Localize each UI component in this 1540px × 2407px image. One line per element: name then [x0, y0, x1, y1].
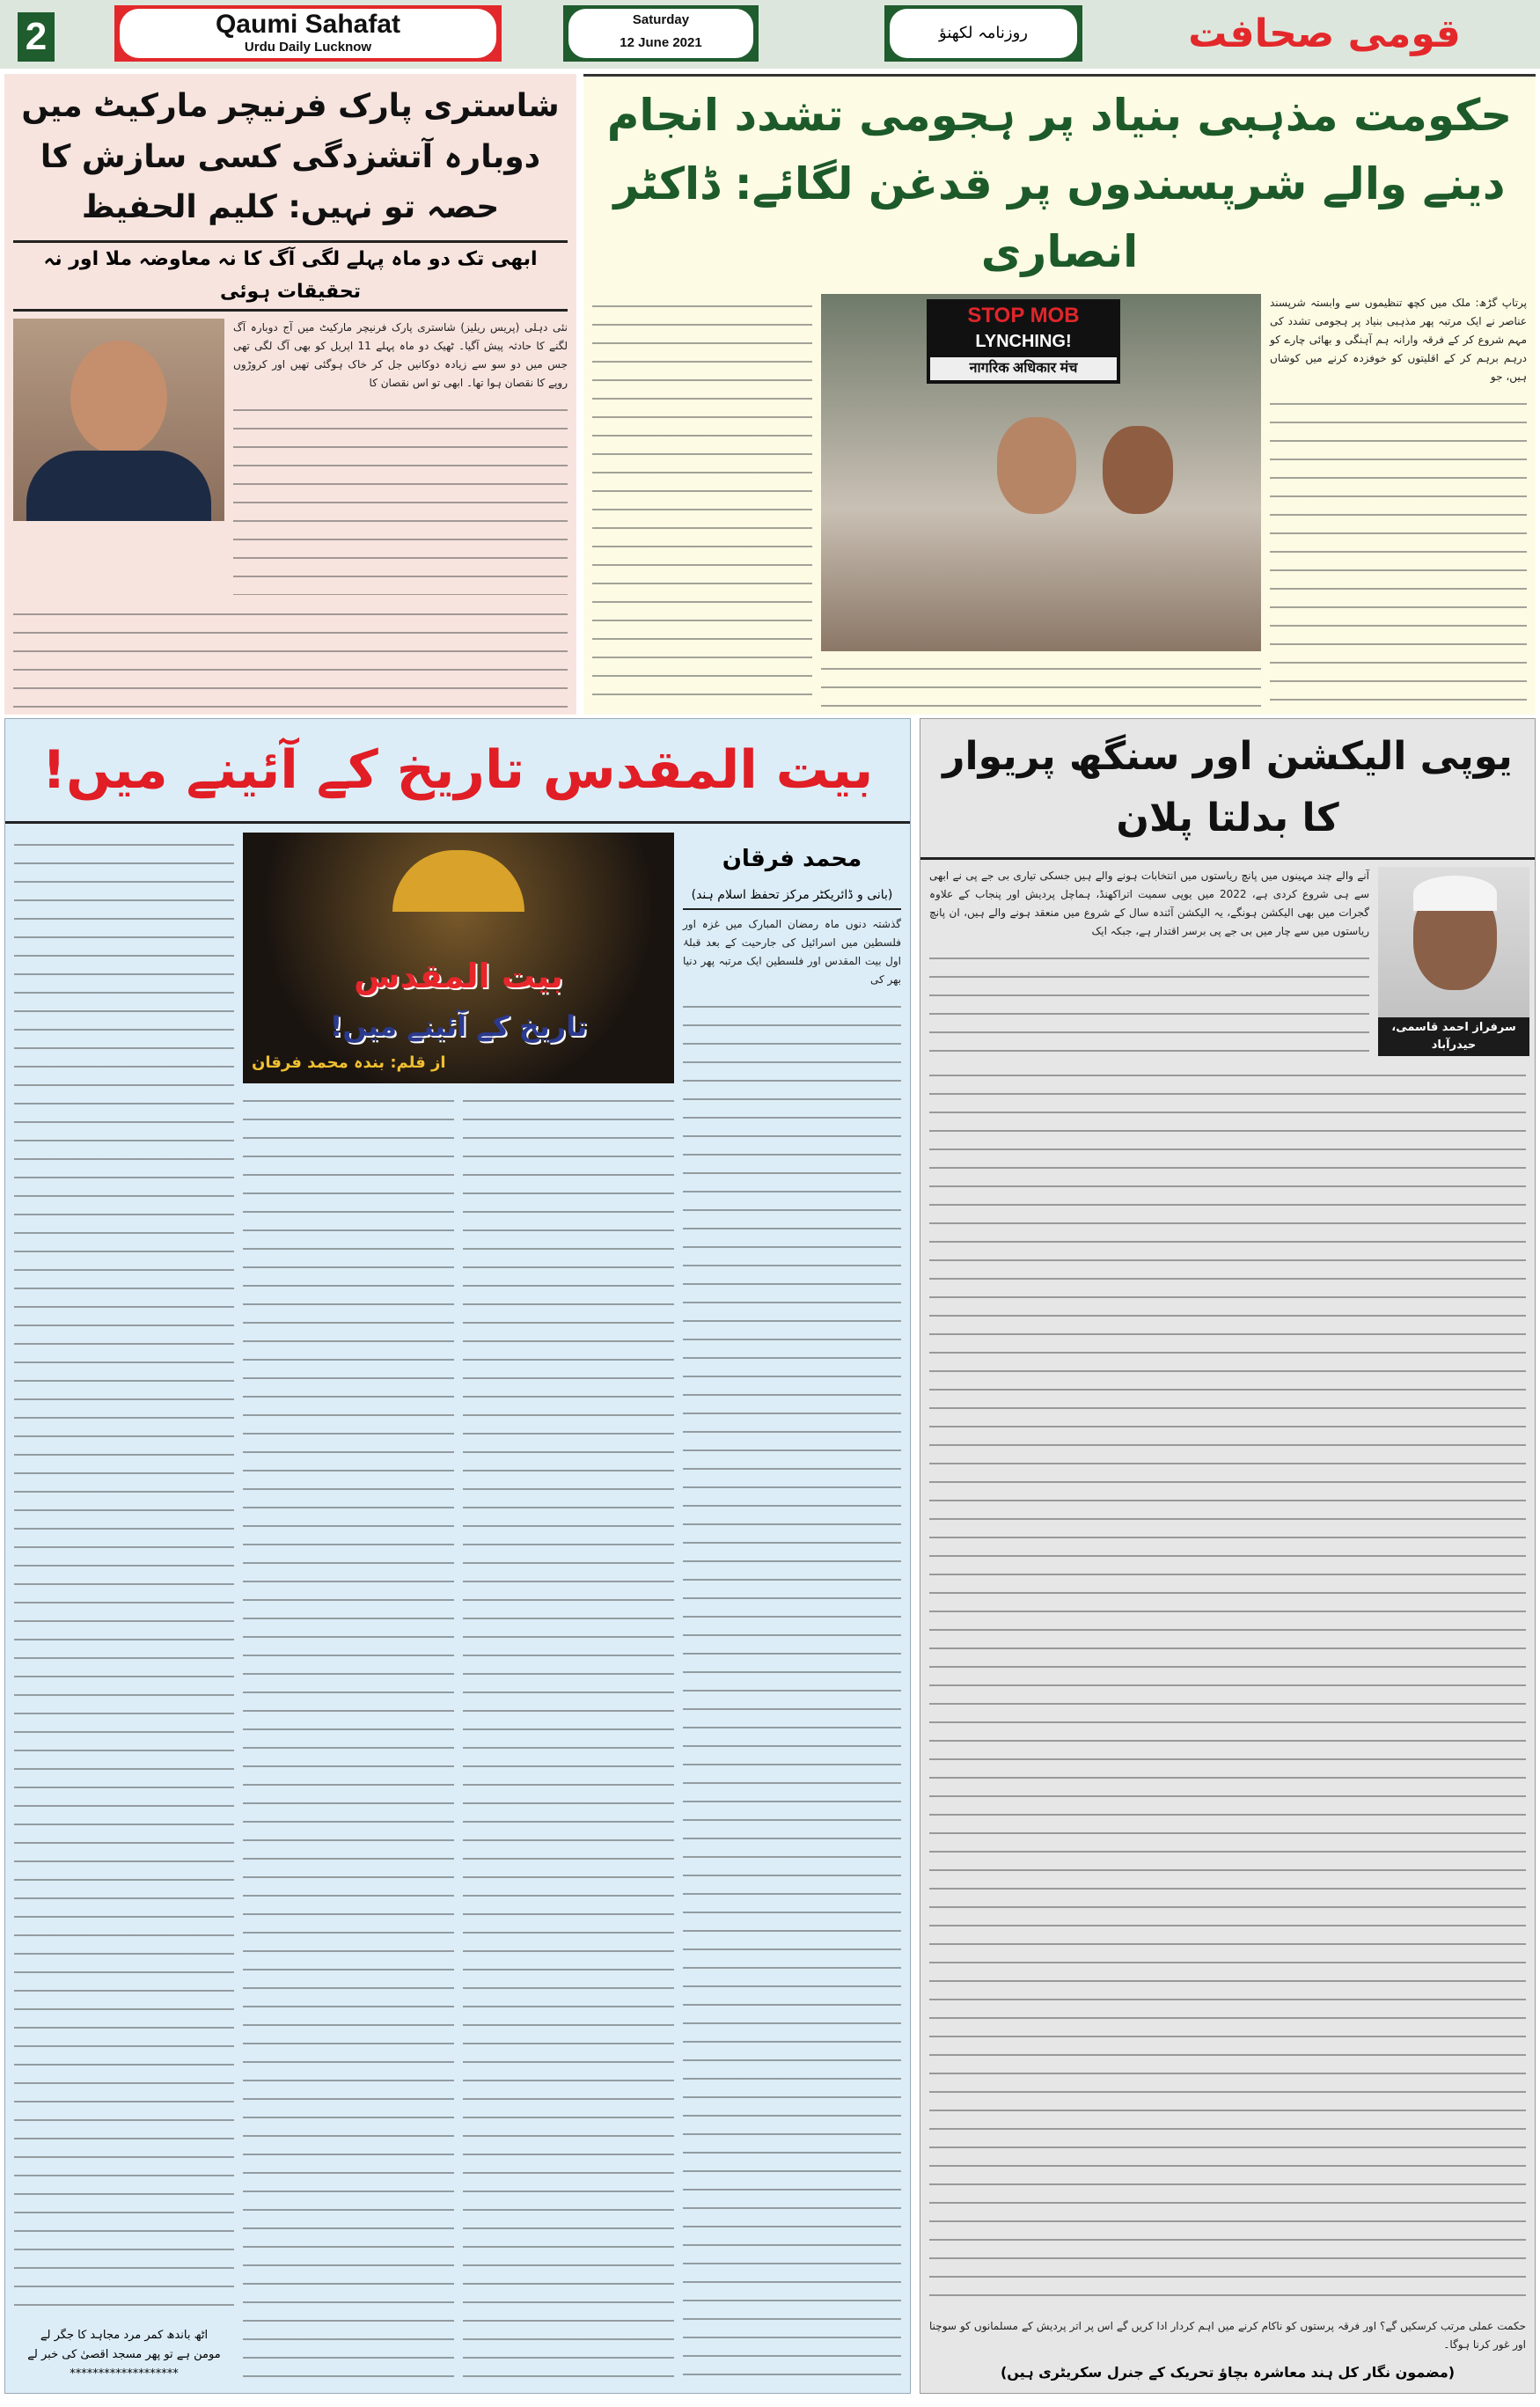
poster-byline: از قلم: بندہ محمد فرقان	[252, 1053, 446, 1072]
date-box	[563, 5, 759, 62]
page-number: 2	[18, 12, 55, 62]
author-note: (مضمون نگار کل ہند معاشرہ بچاؤ تحریک کے جنرل سکریٹری ہیں)	[1000, 2364, 1456, 2381]
article-body	[929, 1063, 1526, 2311]
headline: شاستری پارک فرنیچر مارکیٹ میں دوبارہ آتشزدگی کسی سازش کا حصہ تو نہیں: کلیم الحفیظ	[21, 88, 560, 226]
article-body-col-3	[243, 1089, 454, 2384]
article-body-col-2	[821, 657, 1261, 709]
portrait-photo	[13, 319, 224, 521]
newspaper-title-box	[114, 5, 502, 62]
article-bait-ul-muqaddas	[4, 718, 911, 2394]
verse-line-2: مومن ہے تو پھر مسجد اقصیٰ کی خبر لے	[27, 2348, 221, 2361]
article-mob-lynching	[583, 74, 1536, 715]
author-name: محمد فرقان	[722, 846, 862, 872]
article-body-col-3	[592, 294, 812, 710]
byline	[683, 833, 901, 910]
sign-line-2: LYNCHING!	[975, 331, 1072, 351]
sign-line-3: नागरिक अधिकार मंच	[930, 357, 1117, 380]
day: Saturday	[632, 12, 690, 27]
protest-sign	[927, 299, 1120, 384]
article-body	[233, 398, 568, 595]
subheadline: ابھی تک دو ماہ پہلے لگی آگ کا نہ معاوضہ ملا اور نہ تحقیقات ہوئی	[13, 240, 568, 312]
closing-verse	[14, 2326, 234, 2384]
article-up-election	[920, 718, 1536, 2394]
article-body-col-4	[14, 833, 234, 2321]
headline: حکومت مذہبی بنیاد پر ہجومی تشدد انجام دینے والے شرپسندوں پر قدغن لگائے: ڈاکٹر انصاری	[606, 90, 1513, 277]
article-shastri-park-fire	[4, 74, 576, 715]
end-mark: *******************	[70, 2367, 179, 2381]
roznama-label: روزنامہ لکھنؤ	[890, 9, 1077, 58]
headline: یوپی الیکشن اور سنگھ پریوار کا بدلتا پلان	[920, 719, 1535, 860]
verse-line-1: اٹھ باندھ کمر مرد مجاہد کا جگر لے	[40, 2329, 209, 2342]
masthead	[0, 0, 1540, 69]
newspaper-subtitle: Urdu Daily Lucknow	[244, 40, 372, 55]
headline: بیت المقدس تاریخ کے آئینے میں!	[5, 719, 910, 824]
closing-line: حکمت عملی مرتب کرسکیں گے؟ اور فرقہ پرستوں کو ناکام کرنے میں اہم کردار ادا کریں گے اس پر اتر پردیش کے مسلمانوں کو سوچنا اور غور کرنا ہوگا۔	[929, 2320, 1526, 2352]
article-lead: نئی دہلی (پریس ریلیز) شاستری پارک فرنیچر مارکیٹ میں آج دوبارہ آگ لگنے کا حادثہ پیش آگیا۔ ٹھیک دو ماہ پہلے 11 اپریل کو بھی آگ لگی تھی جس میں دو سو سے زیادہ دوکانیں جل کر خاک ہوگئی تھیں اور کروڑوں روپے کا نقصان ہوا تھا۔ ابھی تو اس نقصان کا	[233, 320, 568, 389]
sign-line-1: STOP MOB	[967, 303, 1080, 327]
roznama-box	[884, 5, 1082, 62]
photo-caption: سرفراز احمد قاسمی، حیدرآباد	[1378, 1017, 1529, 1056]
article-body-col-1	[1270, 392, 1527, 710]
article-body-top	[929, 946, 1369, 1056]
article-lead: پرتاپ گڑھ: ملک میں کچھ تنظیموں سے وابستہ شرپسند عناصر نے ایک مرتبہ پھر مذہبی بنیاد پر ہجومی تشدد کی مہم شروع کر کے فرقہ وارانہ ہم آہنگی و بھائی چارے کو درہم برہم کر کے اقلیتوں کو خوفزدہ کرنے میں کوشاں ہیں، جو	[1270, 296, 1527, 383]
poster-title-1: بیت المقدس	[354, 957, 563, 995]
poster-title-2: تاریخ کے آئینے میں!	[329, 1009, 588, 1043]
urdu-logo: قومی صحافت	[1188, 11, 1461, 56]
newspaper-title: Qaumi Sahafat	[215, 10, 401, 39]
bait-ul-muqaddas-poster	[243, 833, 674, 1083]
date: 12 June 2021	[620, 35, 702, 50]
article-lead: آنے والے چند مہینوں میں پانچ ریاستوں میں انتخابات ہونے والے ہیں جسکی تیاری بی جے پی نے ابھی سے ہی شروع کردی ہے، 2022 میں یوپی سمیت اتراکھنڈ، ہماچل پردیش اور پنجاب کے علاوہ گجرات میں بھی الیکشن ہونگے، یہ الیکشن آئندہ سال کے شروع میں منعقد ہونے والے ہیں، ان پانچ ریاستوں میں سے چار میں بی جے پی برسر اقتدار ہے، جبکہ ایک	[929, 869, 1370, 937]
article-body-col-1	[683, 994, 901, 2384]
article-body-continued	[13, 602, 568, 708]
protest-photo	[821, 294, 1261, 652]
article-lead: گذشتہ دنوں ماہ رمضان المبارک میں غزہ اور فلسطین میں اسرائیل کی جارحیت کے بعد قبلۂ اول بیت المقدس اور فلسطین ایک مرتبہ پھر دنیا بھر کی	[683, 917, 901, 986]
author-title: (بانی و ڈائریکٹر مرکز تحفظ اسلام ہند)	[683, 885, 901, 910]
author-photo	[1378, 867, 1529, 1056]
article-body-col-2	[463, 1089, 674, 2384]
